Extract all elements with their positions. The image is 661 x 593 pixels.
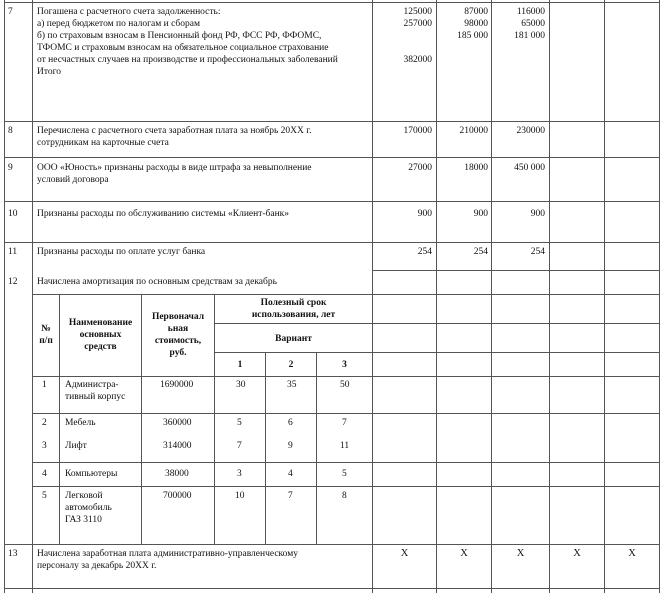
- asset-variant-value: 5: [342, 469, 347, 479]
- asset-num: 5: [42, 491, 47, 501]
- asset-name: Мебель: [65, 418, 96, 428]
- asset-cost: 1690000: [160, 380, 194, 390]
- asset-name: ГАЗ 3110: [65, 515, 102, 525]
- row-number: 10: [8, 209, 18, 219]
- row-description-line: Начислена амортизация по основным средствам за декабрь: [37, 277, 277, 287]
- row-description-line: от несчастных случаев на производстве и профессиональных заболеваний: [37, 55, 338, 65]
- asset-num: 2: [42, 418, 47, 428]
- row-number: 11: [8, 247, 18, 257]
- asset-variant-value: 6: [288, 418, 293, 428]
- row-number: 12: [8, 277, 18, 287]
- asset-variant-value: 4: [288, 469, 293, 479]
- header-useful-life: Полезный срок: [260, 298, 327, 308]
- asset-variant-value: 9: [288, 441, 293, 451]
- header-name: средств: [84, 342, 117, 352]
- header-variant: Вариант: [275, 334, 312, 344]
- value-cell: 450 000: [514, 163, 545, 173]
- row-number: 7: [8, 7, 13, 17]
- asset-variant-value: 30: [236, 380, 246, 390]
- row-description-line: Признаны расходы по обслуживанию системы «Клиент-банк»: [37, 209, 290, 219]
- value-cell: 900: [530, 209, 545, 219]
- asset-variant-value: 35: [287, 380, 297, 390]
- asset-variant-value: 7: [342, 418, 347, 428]
- header-useful-life: использования, лет: [251, 310, 336, 320]
- value-cell: 900: [473, 209, 488, 219]
- value-cell: 116000: [516, 7, 545, 17]
- header-cost: руб.: [169, 348, 187, 358]
- row-description-line: ООО «Юность» признаны расходы в виде штрафа за невыполнение: [37, 163, 312, 173]
- value-cell: 257000: [403, 19, 432, 29]
- row-number: 13: [8, 549, 18, 559]
- asset-num: 4: [42, 469, 47, 479]
- asset-name: Лифт: [65, 441, 87, 451]
- row-description-line: Итого: [37, 67, 62, 77]
- value-cell: 65000: [521, 19, 545, 29]
- asset-cost: 38000: [165, 469, 189, 479]
- header-cost: стоимость,: [154, 336, 202, 346]
- header-name: Наименование: [68, 318, 133, 328]
- value-cell: 382000: [403, 55, 432, 65]
- asset-variant-value: 7: [288, 491, 293, 501]
- asset-name: Компьютеры: [65, 469, 118, 479]
- asset-cost: 314000: [163, 441, 192, 451]
- header-cost: Первоначал: [151, 312, 205, 322]
- asset-variant-value: 5: [237, 418, 242, 428]
- row-description-line: сотрудникам на карточные счета: [37, 138, 169, 148]
- asset-cost: 360000: [163, 418, 192, 428]
- row-description-line: Начислена заработная плата административно-управленческому: [37, 549, 299, 559]
- asset-cost: 700000: [163, 491, 192, 501]
- value-cell: 18000: [464, 163, 488, 173]
- cross-mark: Х: [400, 548, 409, 559]
- asset-variant-value: 10: [235, 491, 245, 501]
- value-cell: 98000: [464, 19, 488, 29]
- header-num: п/п: [39, 336, 53, 346]
- value-cell: 181 000: [514, 31, 545, 41]
- cross-mark: Х: [573, 548, 581, 559]
- cross-mark: Х: [460, 548, 468, 559]
- header-variant-number: 3: [342, 360, 347, 370]
- value-cell: 210000: [459, 126, 488, 136]
- row-description-line: Перечислена с расчетного счета заработная плата за ноябрь 20ХХ г.: [37, 126, 312, 136]
- header-name: основных: [79, 330, 122, 340]
- cross-mark: Х: [628, 548, 636, 559]
- value-cell: 87000: [464, 7, 488, 17]
- row-description-line: а) перед бюджетом по налогам и сборам: [37, 19, 200, 29]
- asset-variant-value: 3: [237, 469, 242, 479]
- asset-name: Легковой: [65, 491, 103, 501]
- value-cell: 125000: [403, 7, 432, 17]
- value-cell: 170000: [403, 126, 432, 136]
- header-variant-number: 2: [288, 360, 294, 370]
- value-cell: 230000: [516, 126, 545, 136]
- asset-name: автомобиль: [65, 503, 112, 513]
- row-description-line: Признаны расходы по оплате услуг банка: [37, 247, 206, 257]
- value-cell: 254: [530, 247, 545, 257]
- row-description-line: ТФОМС и страховым взносам на обязательное социальное страхование: [37, 43, 329, 53]
- row-number: 8: [8, 126, 13, 136]
- row-description-line: персоналу за декабрь 20ХХ г.: [37, 561, 157, 571]
- asset-name: Администра-: [65, 380, 119, 390]
- asset-variant-value: 11: [340, 441, 350, 451]
- asset-name: тивный корпус: [65, 392, 126, 402]
- asset-num: 3: [42, 441, 47, 451]
- value-cell: 254: [473, 247, 488, 257]
- asset-variant-value: 8: [342, 491, 347, 501]
- asset-variant-value: 50: [340, 380, 350, 390]
- asset-variant-value: 7: [237, 441, 242, 451]
- value-cell: 900: [417, 209, 432, 219]
- header-variant-number: 1: [237, 360, 243, 370]
- value-cell: 27000: [408, 163, 432, 173]
- header-num: №: [41, 324, 51, 334]
- row-description-line: Погашена с расчетного счета задолженность:: [37, 7, 221, 17]
- value-cell: 185 000: [457, 31, 488, 41]
- cross-mark: Х: [516, 548, 525, 559]
- asset-num: 1: [42, 380, 47, 390]
- row-description-line: условий договора: [37, 175, 109, 185]
- row-description-line: б) по страховым взносам в Пенсионный фонд РФ, ФСС РФ, ФФОМС,: [37, 31, 322, 41]
- header-cost: ьная: [167, 324, 189, 334]
- value-cell: 254: [417, 247, 432, 257]
- row-number: 9: [8, 163, 13, 173]
